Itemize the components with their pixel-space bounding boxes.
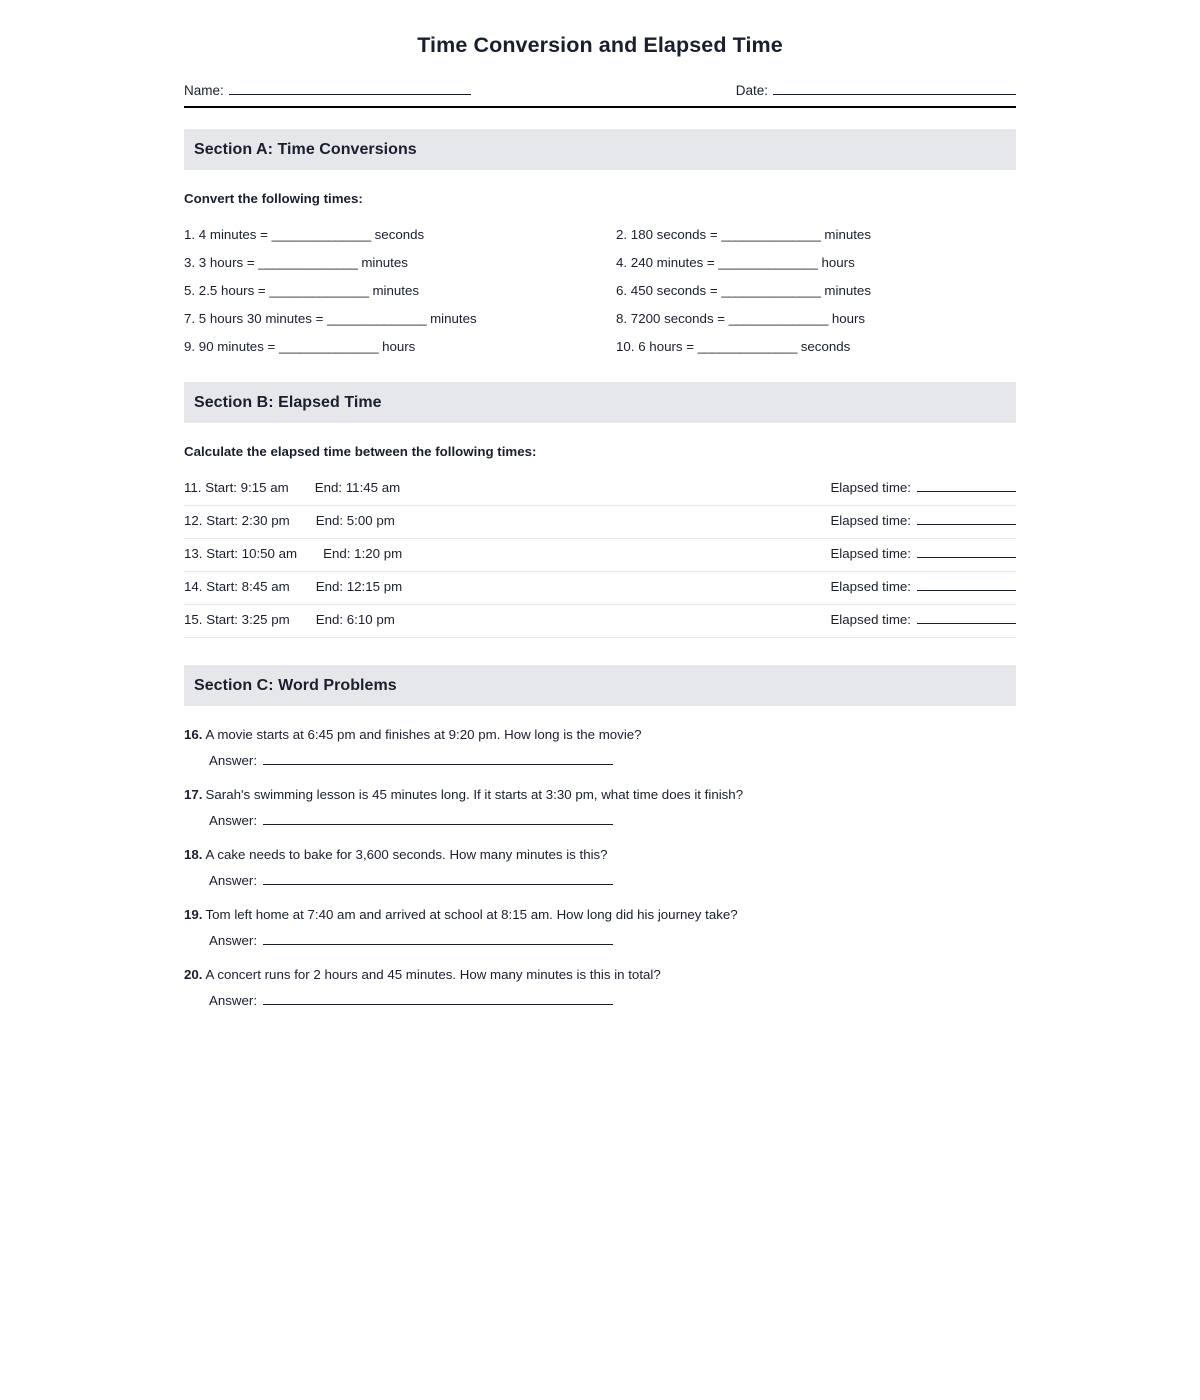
conversion-item[interactable] <box>184 333 616 361</box>
elapsed-row-times <box>184 507 395 528</box>
item-number: 15. <box>184 612 203 627</box>
elapsed-answer-line[interactable] <box>917 545 1016 558</box>
section-c-title: Section C: Word Problems <box>194 676 397 694</box>
item-unit: seconds <box>374 227 425 242</box>
conversion-item[interactable] <box>184 305 616 333</box>
end-time: End: 1:20 pm <box>323 546 403 561</box>
answer-line[interactable] <box>263 752 613 765</box>
date-input-line[interactable] <box>773 82 1016 95</box>
elapsed-row-times <box>184 606 395 627</box>
question-text: A movie starts at 6:45 pm and finishes at 9:20 pm. How long is the movie? <box>205 727 642 742</box>
elapsed-row[interactable] <box>184 572 1016 605</box>
elapsed-answer[interactable] <box>830 473 1016 495</box>
item-unit: minutes <box>372 283 420 298</box>
item-number: 11. <box>184 480 202 495</box>
conversion-item[interactable] <box>616 249 1016 277</box>
item-prompt: 7200 seconds = <box>630 311 726 326</box>
answer-blank[interactable]: ______________ <box>327 311 427 326</box>
start-time: Start: 8:45 am <box>206 579 290 594</box>
elapsed-answer[interactable] <box>830 539 1016 561</box>
conversion-item[interactable] <box>184 277 616 305</box>
word-problem-question <box>184 786 1016 804</box>
item-number: 6. <box>616 283 628 298</box>
item-number: 4. <box>616 255 628 270</box>
elapsed-time-label: Elapsed time: <box>830 579 911 594</box>
item-prompt: 240 minutes = <box>630 255 715 270</box>
item-number: 19. <box>184 907 203 922</box>
end-time: End: 6:10 pm <box>315 612 395 627</box>
answer-label: Answer: <box>209 933 258 948</box>
item-number: 20. <box>184 967 203 982</box>
section-b-header <box>184 382 1016 423</box>
elapsed-answer-line[interactable] <box>917 479 1016 492</box>
elapsed-row-times <box>184 540 402 561</box>
end-time: End: 5:00 pm <box>315 513 395 528</box>
section-b-instruction: Calculate the elapsed time between the following times: <box>184 444 537 459</box>
item-number: 2. <box>616 227 628 242</box>
elapsed-answer[interactable] <box>830 605 1016 627</box>
conversion-item[interactable] <box>616 333 1016 361</box>
item-unit: hours <box>382 339 416 354</box>
conversion-grid <box>184 221 1016 361</box>
conversion-item[interactable] <box>616 305 1016 333</box>
section-c-header <box>184 665 1016 706</box>
item-number: 17. <box>184 787 203 802</box>
answer-label: Answer: <box>209 813 258 828</box>
section-b-title: Section B: Elapsed Time <box>194 393 382 411</box>
answer-label: Answer: <box>209 993 258 1008</box>
answer-line[interactable] <box>263 992 613 1005</box>
page-title: Time Conversion and Elapsed Time <box>417 33 783 57</box>
elapsed-row[interactable] <box>184 473 1016 506</box>
header-divider <box>184 106 1016 108</box>
word-problem-question <box>184 966 1016 984</box>
item-unit: minutes <box>824 227 871 242</box>
word-problem-answer[interactable] <box>209 992 1016 1008</box>
elapsed-time-label: Elapsed time: <box>830 513 911 528</box>
item-prompt: 4 minutes = <box>198 227 268 242</box>
word-problem-answer[interactable] <box>209 872 1016 888</box>
item-prompt: 6 hours = <box>638 339 695 354</box>
start-time: Start: 3:25 pm <box>206 612 290 627</box>
item-number: 1. <box>184 227 196 242</box>
conversion-item[interactable] <box>616 221 1016 249</box>
conversion-item[interactable] <box>184 221 616 249</box>
elapsed-answer[interactable] <box>830 572 1016 594</box>
item-unit: minutes <box>361 255 408 270</box>
elapsed-row[interactable] <box>184 539 1016 572</box>
elapsed-row-times <box>184 474 400 495</box>
item-number: 8. <box>616 311 628 326</box>
elapsed-row[interactable] <box>184 605 1016 638</box>
word-problem-item <box>184 786 1016 828</box>
conversion-item[interactable] <box>184 249 616 277</box>
word-problem-question <box>184 906 1016 924</box>
date-label: Date: <box>735 83 768 98</box>
section-a-header <box>184 129 1016 170</box>
answer-blank[interactable]: ______________ <box>271 227 371 242</box>
start-time: Start: 2:30 pm <box>206 513 290 528</box>
word-problem-list <box>184 726 1016 1008</box>
elapsed-answer[interactable] <box>830 506 1016 528</box>
word-problem-answer[interactable] <box>209 932 1016 948</box>
elapsed-time-label: Elapsed time: <box>830 612 911 627</box>
answer-blank[interactable]: ______________ <box>279 339 379 354</box>
elapsed-time-list <box>184 473 1016 638</box>
word-problem-answer[interactable] <box>209 752 1016 768</box>
item-number: 16. <box>184 727 203 742</box>
answer-blank[interactable]: ______________ <box>269 283 369 298</box>
section-a-title: Section A: Time Conversions <box>194 140 417 158</box>
answer-blank[interactable]: ______________ <box>258 255 358 270</box>
start-time: Start: 10:50 am <box>206 546 298 561</box>
section-a-instruction: Convert the following times: <box>184 191 363 206</box>
end-time: End: 11:45 am <box>314 480 401 495</box>
answer-line[interactable] <box>263 812 613 825</box>
item-number: 5. <box>184 283 196 298</box>
elapsed-row-times <box>184 573 402 594</box>
word-problem-item <box>184 726 1016 768</box>
item-number: 14. <box>184 579 203 594</box>
answer-label: Answer: <box>209 753 258 768</box>
elapsed-answer-line[interactable] <box>917 578 1016 591</box>
item-unit: minutes <box>430 311 477 326</box>
name-input-line[interactable] <box>229 82 471 95</box>
item-number: 10. <box>616 339 635 354</box>
answer-blank[interactable]: ______________ <box>721 227 821 242</box>
elapsed-answer-line[interactable] <box>917 611 1016 624</box>
elapsed-answer-line[interactable] <box>917 512 1016 525</box>
elapsed-time-label: Elapsed time: <box>830 546 911 561</box>
item-unit: minutes <box>824 283 871 298</box>
name-date-row <box>184 82 1016 98</box>
item-prompt: 3 hours = <box>198 255 255 270</box>
item-number: 7. <box>184 311 196 326</box>
elapsed-time-label: Elapsed time: <box>830 480 911 495</box>
item-unit: seconds <box>800 339 851 354</box>
item-unit: hours <box>821 255 855 270</box>
word-problem-item <box>184 966 1016 1008</box>
item-prompt: 90 minutes = <box>198 339 276 354</box>
item-prompt: 450 seconds = <box>630 283 718 298</box>
conversion-item[interactable] <box>616 277 1016 305</box>
item-number: 12. <box>184 513 203 528</box>
item-prompt: 180 seconds = <box>630 227 718 242</box>
item-number: 18. <box>184 847 203 862</box>
item-number: 13. <box>184 546 203 561</box>
worksheet-content <box>184 0 1016 1026</box>
name-label: Name: <box>184 83 224 98</box>
answer-blank[interactable]: ______________ <box>721 283 821 298</box>
item-number: 3. <box>184 255 196 270</box>
name-field[interactable] <box>184 82 471 98</box>
answer-blank[interactable]: ______________ <box>728 311 829 326</box>
answer-label: Answer: <box>209 873 258 888</box>
word-problem-answer[interactable] <box>209 812 1016 828</box>
answer-line[interactable] <box>263 872 613 885</box>
item-number: 9. <box>184 339 196 354</box>
question-text: A concert runs for 2 hours and 45 minutes. How many minutes is this in total? <box>205 967 661 982</box>
date-field[interactable] <box>736 82 1016 98</box>
item-prompt: 2.5 hours = <box>198 283 266 298</box>
start-time: Start: 9:15 am <box>205 480 289 495</box>
answer-line[interactable] <box>263 932 613 945</box>
answer-blank[interactable]: ______________ <box>718 255 818 270</box>
answer-blank[interactable]: ______________ <box>697 339 798 354</box>
word-problem-item <box>184 906 1016 948</box>
question-text: Tom left home at 7:40 am and arrived at school at 8:15 am. How long did his journey take? <box>205 907 738 922</box>
elapsed-row[interactable] <box>184 506 1016 539</box>
question-text: Sarah's swimming lesson is 45 minutes long. If it starts at 3:30 pm, what time does it finish? <box>205 787 744 802</box>
item-unit: hours <box>831 311 866 326</box>
word-problem-question <box>184 846 1016 864</box>
word-problem-item <box>184 846 1016 888</box>
question-text: A cake needs to bake for 3,600 seconds. How many minutes is this? <box>205 847 608 862</box>
item-prompt: 5 hours 30 minutes = <box>198 311 324 326</box>
word-problem-question <box>184 726 1016 744</box>
end-time: End: 12:15 pm <box>315 579 403 594</box>
